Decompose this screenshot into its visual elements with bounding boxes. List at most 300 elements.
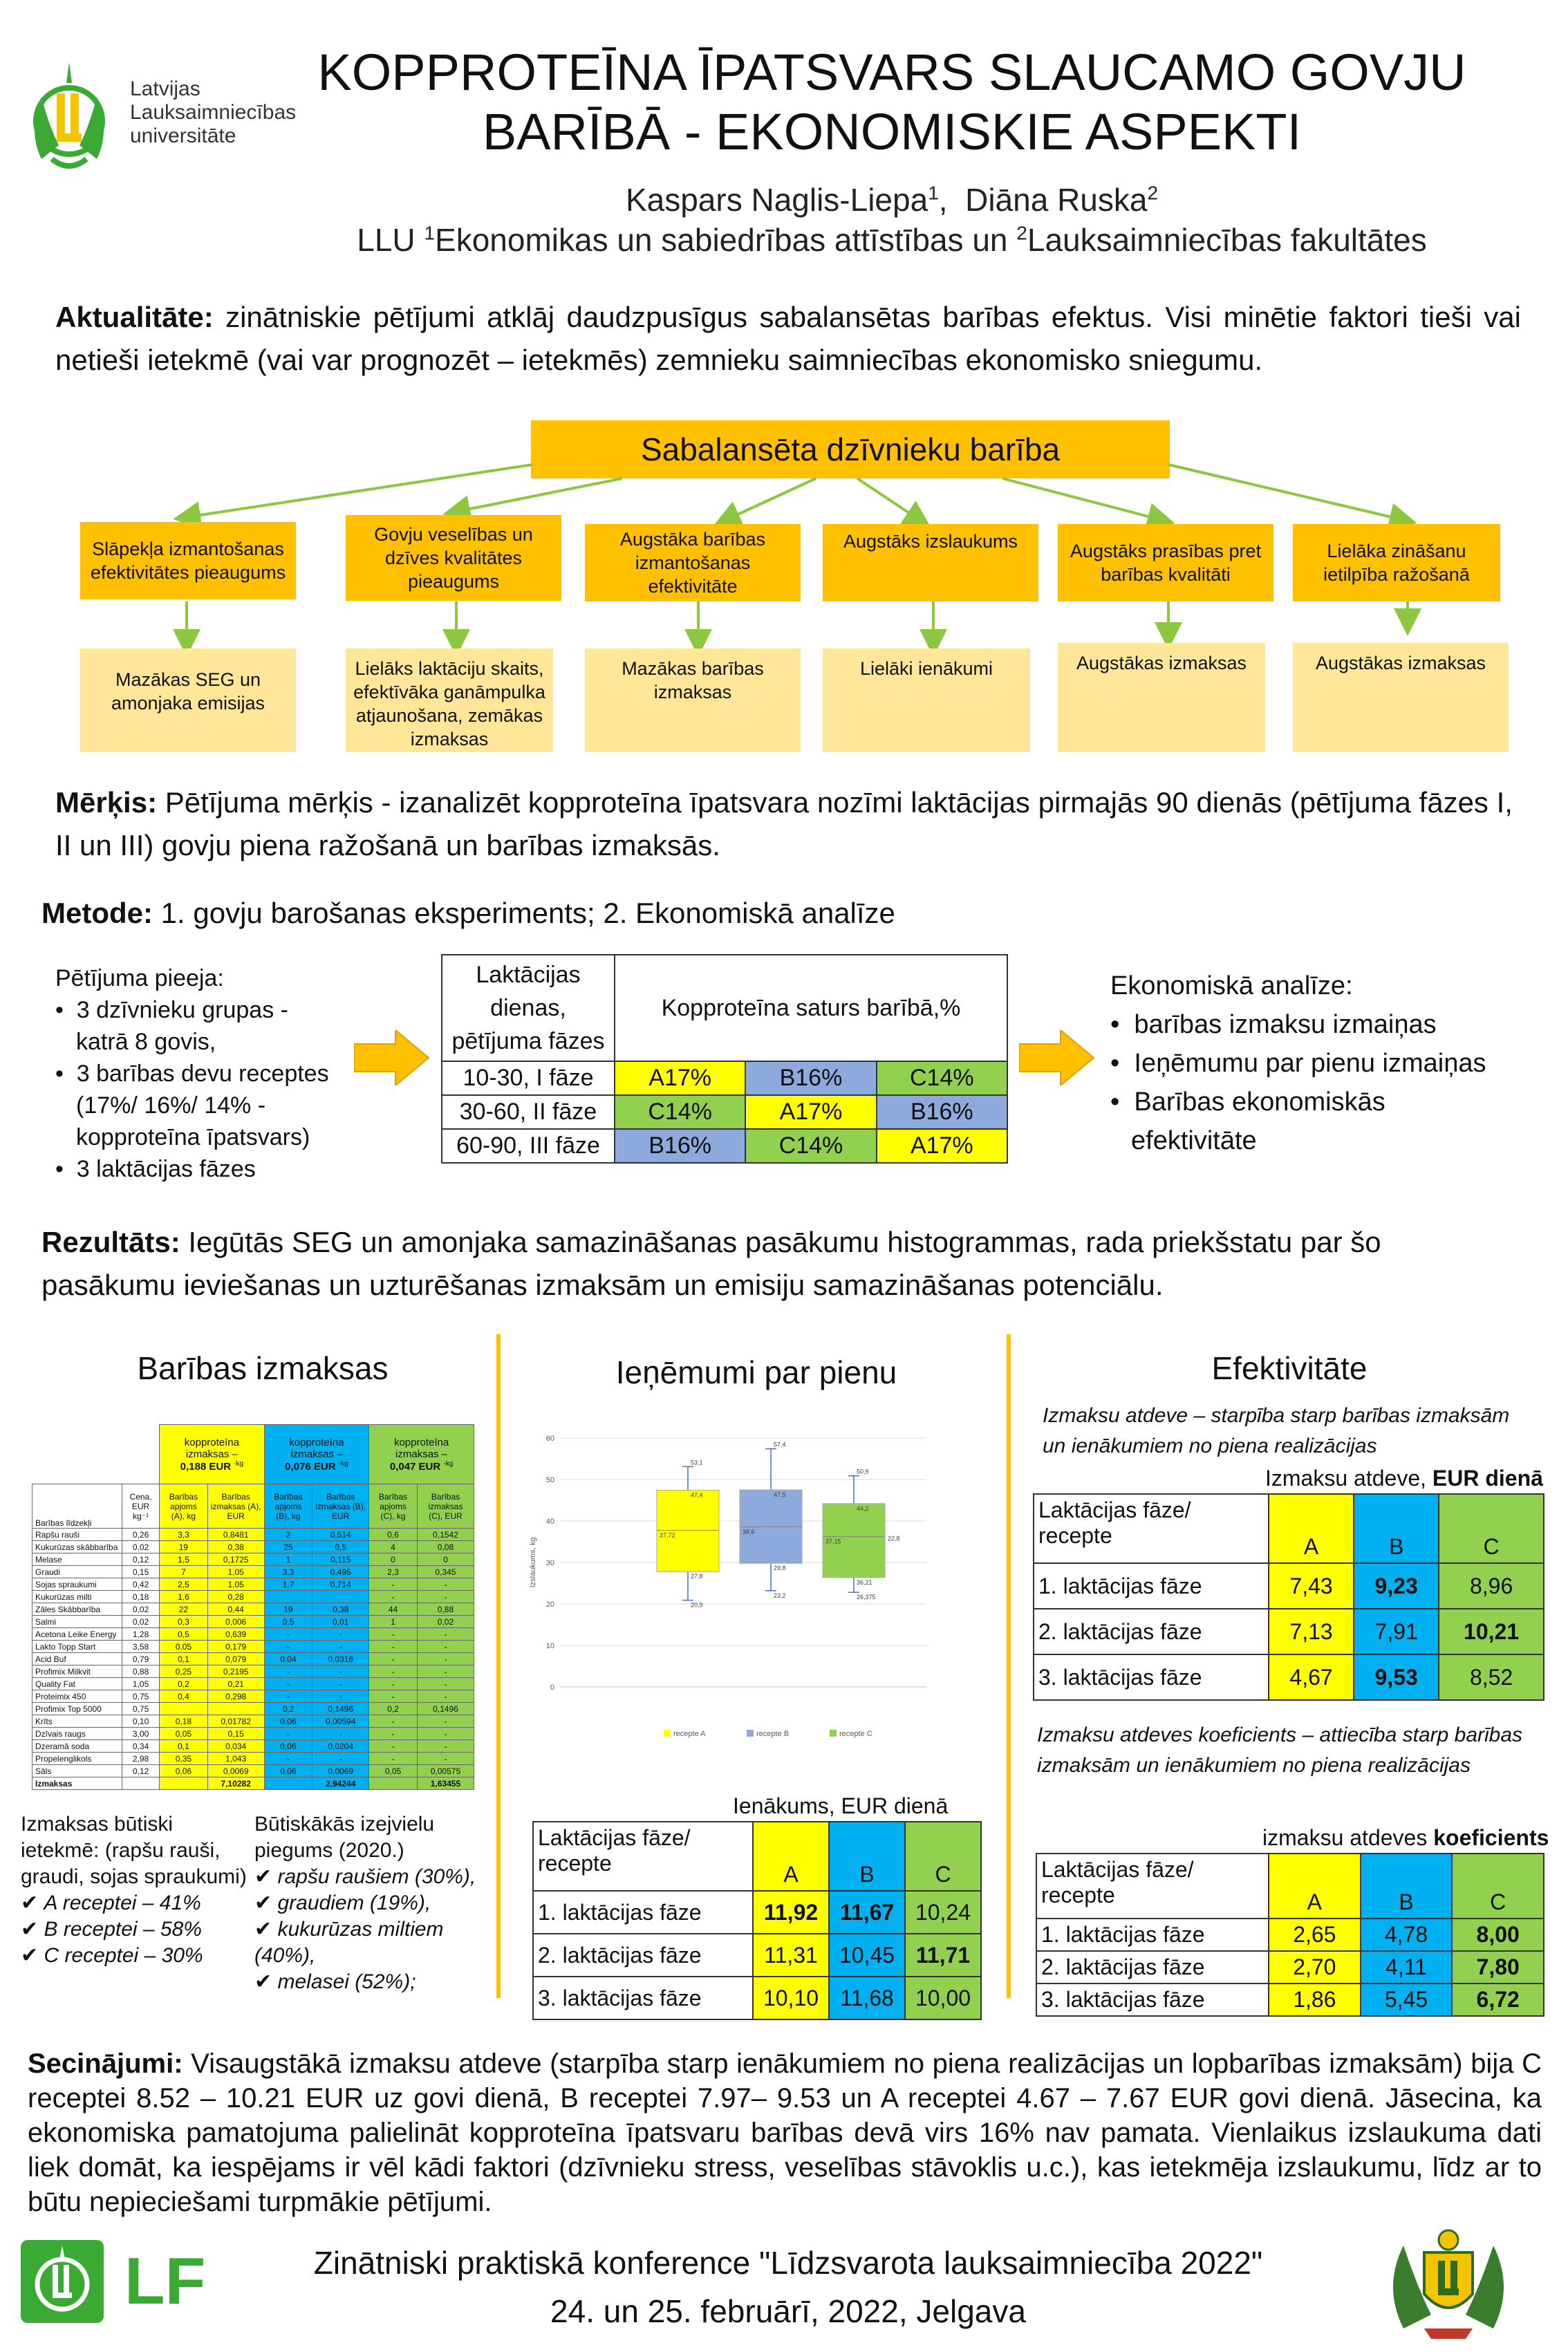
costs-cell: 0,18 (160, 1715, 208, 1728)
y-tick-label: 30 (545, 1559, 554, 1567)
costs-cell: 0 (369, 1553, 418, 1566)
costs-cell: 0,5 (264, 1616, 312, 1628)
method-cell: A17% (745, 1095, 876, 1129)
effect-box: Lielāks laktāciju skaits, efektīvāka ganāmpulka atjaunošana, zemākas izmaksas (346, 648, 553, 752)
column-divider (496, 1334, 501, 1998)
efficiency-title: Efektivitāte (1211, 1350, 1368, 1386)
costs-cell: 44 (369, 1603, 418, 1616)
efficiency-table-2-title-prefix: izmaksu atdeves (1262, 1825, 1434, 1850)
costs-cell: 0,38 (312, 1603, 369, 1616)
costs-cell: - (369, 1753, 418, 1765)
phase-label: 3. laktācijas fāze (1034, 1654, 1269, 1700)
costs-cell: 0,514 (312, 1529, 369, 1541)
income-body (533, 1891, 981, 2019)
costs-cell: 0,75 (122, 1703, 160, 1715)
total-a-value: 7,10282 (221, 1778, 251, 1789)
costs-cell: 0,1 (160, 1653, 208, 1665)
feed-name: Lakto Topp Start (32, 1641, 122, 1653)
cost-note-item: ✔ B receptei – 58% (21, 1916, 249, 1943)
costs-row (32, 1541, 474, 1553)
costs-cell (312, 1591, 369, 1603)
affiliation-sup-1: 1 (424, 222, 436, 244)
value-cell: 11,31 (753, 1934, 829, 1977)
costs-cell: - (369, 1690, 418, 1703)
y-tick-label: 60 (545, 1435, 554, 1443)
costs-cell: 3,3 (264, 1566, 312, 1578)
data-label: 26,375 (857, 1594, 876, 1601)
table-row (1036, 1951, 1544, 1984)
legend-label: recepte B (756, 1730, 790, 1738)
affiliation-text-2: Lauksaimniecības fakultātes (1027, 222, 1427, 258)
group-header-c (369, 1425, 474, 1484)
costs-row (32, 1678, 474, 1690)
costs-cell: - (417, 1578, 474, 1591)
merkis-paragraph (55, 781, 1521, 867)
costs-cell: 0,00575 (417, 1765, 474, 1777)
cost-note-item: ✔ rapšu raušiem (30%), (254, 1864, 489, 1890)
data-label: 36,21 (857, 1578, 872, 1586)
costs-cell: 0,88 (122, 1665, 160, 1678)
method-cell: B16% (877, 1095, 1007, 1129)
costs-row (32, 1566, 474, 1578)
costs-cell: - (369, 1641, 418, 1653)
value-cell: 4,67 (1269, 1654, 1354, 1700)
costs-cell: 1,7 (264, 1578, 312, 1591)
value-cell: 11,92 (753, 1891, 829, 1934)
cost-note-left-list (21, 1890, 249, 1969)
group-header-unit: -kg (338, 1459, 348, 1468)
costs-cell: 0,15 (122, 1566, 160, 1578)
method-cell: 30-60, II fāze (442, 1095, 615, 1129)
eff2-col-b: B (1361, 1854, 1453, 1919)
value-cell: 7,13 (1269, 1609, 1354, 1654)
author-1: Kaspars Naglis-Liepa (625, 182, 928, 218)
approach-title: Pētījuma pieeja: (55, 965, 224, 991)
feed-name: Dzeramā soda (32, 1740, 122, 1753)
value-cell: 4,11 (1361, 1951, 1453, 1984)
method-cell: 10-30, I fāze (442, 1061, 615, 1095)
costs-row (32, 1690, 474, 1703)
aktualitate-text: zinātniskie pētījumi atklāj daudzpusīgus sabalansētas barības efektus. Visi minētie faktori tieši vai netieši ietekmē (vai var prognozēt – ietekmēs) zemnieku saimniecības ekonomisko sniegumu. (55, 301, 1521, 376)
value-cell: 2,65 (1269, 1919, 1361, 1951)
costs-cell: 0,15 (207, 1728, 264, 1740)
phase-label: 2. laktācijas fāze (533, 1934, 753, 1977)
group-header-a (160, 1425, 265, 1484)
costs-cell: 0,05 (160, 1728, 208, 1740)
costs-cell: - (417, 1740, 474, 1753)
legend-swatch (830, 1730, 837, 1737)
costs-cell: 1,5 (160, 1553, 208, 1566)
y-tick-label: 50 (545, 1476, 554, 1484)
costs-cell: 0,2 (369, 1703, 418, 1715)
costs-cell: 0,06 (264, 1740, 312, 1753)
costs-cell: 0,04 (264, 1653, 312, 1665)
feed-name: Salmi (32, 1616, 122, 1628)
value-cell: 2,70 (1269, 1951, 1361, 1984)
costs-cell: 0,495 (312, 1566, 369, 1578)
effect-box: Augstākas izmaksas (1058, 643, 1265, 752)
costs-cell: 1,05 (122, 1678, 160, 1690)
costs-cell: 0,18 (122, 1591, 160, 1603)
rezultats-paragraph (41, 1221, 1507, 1307)
costs-cell: 0,345 (417, 1566, 474, 1578)
costs-cell: - (312, 1753, 369, 1765)
y-tick-label: 10 (545, 1642, 554, 1650)
value-cell: 9,53 (1354, 1654, 1439, 1700)
logo-line: universitāte (130, 124, 236, 147)
empty-cell (122, 1425, 160, 1484)
feed-name: Acetona Leike Energy (32, 1628, 122, 1641)
group-header-b (264, 1425, 369, 1484)
costs-cell: - (417, 1728, 474, 1740)
feed-name: Zāles Skābbarība (32, 1603, 122, 1616)
feed-name: Profimix Milkvit (32, 1665, 122, 1678)
legend-swatch (664, 1730, 671, 1737)
author-2-affil: 2 (1147, 182, 1159, 204)
efficiency-table-1-title-prefix: Izmaksu atdeve, (1265, 1466, 1432, 1491)
costs-cell: 0,0316 (312, 1653, 369, 1665)
feed-name: Profimix Top 5000 (32, 1703, 122, 1715)
feed-name: Acid Buf (32, 1653, 122, 1665)
costs-cell: 0,26 (122, 1529, 160, 1541)
coat-of-arms-icon (1383, 2225, 1514, 2342)
efficiency-def-1: Izmaksu atdeve – starpība starp barības izmaksām un ienākumiem no piena realizācijas (1043, 1404, 1510, 1457)
costs-cell: 0,1725 (207, 1553, 264, 1566)
logo-line: Lauksaimniecības (130, 101, 297, 124)
total-c (417, 1777, 474, 1790)
costs-cell: 0,25 (160, 1665, 208, 1678)
col-header: Barības apjoms (B), kg (264, 1484, 312, 1529)
costs-cell: - (417, 1715, 474, 1728)
value-cell: 7,80 (1452, 1951, 1544, 1984)
value-cell: 10,00 (905, 1977, 981, 2019)
costs-cell: - (369, 1665, 418, 1678)
costs-cell: 3,3 (160, 1529, 208, 1541)
costs-cell: 0,06 (264, 1765, 312, 1777)
feed-name: Sojas spraukumi (32, 1578, 122, 1591)
effect-box: Lielāki ienākumi (823, 648, 1030, 752)
costs-cell: 0,75 (122, 1690, 160, 1703)
costs-cell: 1,28 (122, 1628, 160, 1641)
empty-cell (122, 1777, 160, 1790)
costs-cell: 0 (417, 1553, 474, 1566)
costs-cell: 0,08 (417, 1541, 474, 1553)
group-header-text: kopproteīna izmaksas – (393, 1436, 449, 1460)
diagram-root: Sabalansēta dzīvnieku barība (531, 420, 1170, 478)
costs-cell: 1,6 (160, 1591, 208, 1603)
factor-box: Slāpekļa izmantošanas efektivitātes pieaugums (80, 522, 296, 599)
yield-box-chart (525, 1424, 940, 1756)
group-header-value: 0,188 EUR (180, 1460, 232, 1473)
costs-cell: - (369, 1628, 418, 1641)
value-cell: 10,24 (905, 1891, 981, 1934)
econ-block (1110, 967, 1497, 1160)
costs-cell: 3,58 (122, 1641, 160, 1653)
feed-name: Quality Fat (32, 1678, 122, 1690)
data-label: 47,5 (774, 1491, 786, 1498)
costs-cell: 0,115 (312, 1553, 369, 1566)
costs-row (32, 1578, 474, 1591)
costs-cell: 0,3 (160, 1616, 208, 1628)
effect-box: Mazākas SEG un amonjaka emisijas (80, 648, 296, 752)
title-line-2: BARĪBĀ - EKONOMISKIE ASPEKTI (482, 103, 1302, 160)
costs-cell (264, 1591, 312, 1603)
costs-cell (160, 1703, 208, 1715)
empty-cell (160, 1777, 208, 1790)
costs-row (32, 1603, 474, 1616)
costs-cell: 0,10 (122, 1715, 160, 1728)
title-line-1: KOPPROTEĪNA ĪPATSVARS SLAUCAMO GOVJU (317, 44, 1466, 101)
phase-label: 1. laktācijas fāze (1036, 1919, 1269, 1951)
feed-name: Krīts (32, 1715, 122, 1728)
feed-name: Dzīvais raugs (32, 1728, 122, 1740)
col-header: Barības izmaksas (B), EUR (312, 1484, 369, 1529)
group-header-text: kopproteīna izmaksas – (184, 1436, 239, 1460)
costs-cell: 19 (264, 1603, 312, 1616)
cost-note-item: ✔ kukurūzas miltiem (40%), (254, 1916, 489, 1969)
costs-cell: - (369, 1715, 418, 1728)
data-label: 47,4 (691, 1491, 703, 1499)
income-col-c: C (905, 1822, 981, 1891)
efficiency-def-2: Izmaksu atdeves koeficients – attiecība starp barības izmaksām un ienākumiem no piena realizācijas (1037, 1724, 1523, 1777)
lf-emblem-icon (21, 2240, 104, 2323)
costs-cell: 0,12 (122, 1765, 160, 1777)
costs-row (32, 1703, 474, 1715)
phase-label: 3. laktācijas fāze (533, 1977, 753, 2019)
costs-cell: - (417, 1641, 474, 1653)
costs-cell: 7 (160, 1566, 208, 1578)
approach-list (55, 994, 346, 1185)
costs-cell: 0,06 (160, 1765, 208, 1777)
costs-cell: 0,0069 (312, 1765, 369, 1777)
value-cell: 11,71 (905, 1934, 981, 1977)
data-label: 20,9 (691, 1601, 703, 1609)
total-c-value: 1,63455 (430, 1778, 461, 1789)
feed-name: Rapšu rauši (32, 1529, 122, 1541)
method-cell: B16% (615, 1129, 745, 1163)
col-header: Barības apjoms (A), kg (160, 1484, 208, 1529)
costs-cell: 0,44 (207, 1603, 264, 1616)
phase-label: 2. laktācijas fāze (1036, 1951, 1269, 1984)
cost-note-left-intro: Izmaksas būtiski ietekmē: (rapšu rauši, graudi, sojas spraukumi) (21, 1813, 247, 1888)
income-header-phase: Laktācijas fāze/ recepte (533, 1822, 753, 1891)
costs-cell: 0,02 (122, 1616, 160, 1628)
data-label: 22,8 (888, 1535, 900, 1542)
merkis-label: Mērķis: (55, 786, 158, 819)
costs-row (32, 1765, 474, 1777)
econ-list (1110, 1005, 1497, 1160)
cost-note-left (21, 1811, 249, 1969)
total-b-value: 2,94244 (325, 1778, 356, 1789)
costs-cell: 0,35 (160, 1753, 208, 1765)
cost-note-right-list (254, 1864, 489, 1995)
costs-cell: 0,639 (207, 1628, 264, 1641)
costs-cell: - (369, 1740, 418, 1753)
empty-cell (264, 1777, 312, 1790)
costs-row (32, 1740, 474, 1753)
costs-cell: 0,21 (207, 1678, 264, 1690)
y-axis-label: Izslaukums, kg (529, 1537, 537, 1588)
eff1-col-b: B (1354, 1494, 1439, 1563)
econ-item: • barības izmaksu izmaiņas (1110, 1005, 1497, 1044)
costs-cell: 1,043 (207, 1753, 264, 1765)
costs-cell: - (417, 1690, 474, 1703)
author-1-affil: 1 (928, 182, 939, 204)
secinajumi-paragraph (28, 2046, 1542, 2219)
eff1-col-c: C (1439, 1494, 1544, 1563)
empty-cell (32, 1425, 122, 1484)
costs-cell: 0,38 (207, 1541, 264, 1553)
value-cell: 8,00 (1452, 1919, 1544, 1951)
group-header-unit: -kg (443, 1459, 454, 1468)
costs-row (32, 1641, 474, 1653)
factor-box: Lielāka zināšanu ietilpība ražošanā (1293, 524, 1500, 601)
y-tick-label: 20 (545, 1600, 554, 1609)
value-cell: 6,72 (1452, 1984, 1544, 2016)
method-cell: C14% (615, 1095, 745, 1129)
cost-note-item: ✔ A receptei – 41% (21, 1890, 249, 1916)
econ-item: • Ieņēmumu par pienu izmaiņas (1110, 1044, 1497, 1083)
table-row (533, 1934, 981, 1977)
table-row (1036, 1919, 1544, 1951)
costs-cell: 0,179 (207, 1641, 264, 1653)
costs-cell: - (369, 1591, 418, 1603)
efficiency-table-1-title (1265, 1466, 1543, 1491)
box-recepte-A (657, 1491, 719, 1572)
factor-box: Govju veselības un dzīves kvalitātes pieaugums (346, 515, 561, 601)
efficiency-table-1 (1033, 1493, 1544, 1701)
cost-note-item: ✔ graudiem (19%), (254, 1890, 489, 1916)
costs-cell: 0,034 (207, 1740, 264, 1753)
costs-cell: - (417, 1678, 474, 1690)
efficiency-table-2-title (1262, 1825, 1549, 1851)
group-header-text: kopproteīna izmaksas – (289, 1436, 344, 1460)
costs-cell: - (264, 1665, 312, 1678)
cost-note-item: ✔ melasei (52%); (254, 1969, 489, 1995)
affiliation-prefix: LLU (357, 222, 424, 258)
data-label: 44,2 (857, 1504, 869, 1512)
efficiency-table-1-title-bold: EUR dienā (1432, 1466, 1543, 1491)
costs-table (32, 1424, 474, 1790)
costs-cell: 4 (369, 1541, 418, 1553)
method-table (441, 954, 1008, 1164)
table-row (1036, 1984, 1544, 2016)
total-b (312, 1777, 369, 1790)
costs-cell: 0,2 (160, 1678, 208, 1690)
value-cell: 4,78 (1361, 1919, 1453, 1951)
efficiency-table-2-title-bold: koeficients (1433, 1825, 1549, 1850)
costs-cell: 2 (264, 1529, 312, 1541)
col-header: Barības līdzekļi (32, 1484, 122, 1529)
value-cell: 5,45 (1361, 1984, 1453, 2016)
aktualitate-label: Aktualitāte: (55, 301, 214, 333)
costs-cell: 0,79 (122, 1653, 160, 1665)
costs-row (32, 1591, 474, 1603)
costs-cell: 0,5 (312, 1541, 369, 1553)
legend-label: recepte C (839, 1730, 872, 1738)
costs-cell: 0,079 (207, 1653, 264, 1665)
col-header: Cena, EUR kg⁻¹ (122, 1484, 160, 1529)
total-label-text: Izmaksas (35, 1778, 73, 1789)
eff1-col-a: A (1269, 1494, 1354, 1563)
conference-date: 24. un 25. februārī, 2022, Jelgava (550, 2293, 1026, 2329)
income-col-b: B (829, 1822, 905, 1891)
costs-cell: - (417, 1653, 474, 1665)
costs-cell: 0,5 (160, 1628, 208, 1641)
total-label (32, 1777, 122, 1790)
lf-logo (21, 2240, 221, 2323)
group-header-unit: -kg (234, 1459, 244, 1468)
costs-cell: - (417, 1591, 474, 1603)
table-row (533, 1891, 981, 1934)
phase-label: 1. laktācijas fāze (1034, 1563, 1269, 1609)
method-cell: A17% (615, 1061, 745, 1095)
method-cell: C14% (877, 1061, 1007, 1095)
approach-item: • 3 laktācijas fāzes (55, 1153, 346, 1185)
eff2-header-phase: Laktācijas fāze/ recepte (1036, 1854, 1269, 1919)
costs-cell: - (264, 1628, 312, 1641)
costs-cell: 1 (264, 1553, 312, 1566)
col-header: Barības izmaksas (A), EUR (207, 1484, 264, 1529)
y-tick-label: 40 (545, 1518, 554, 1526)
costs-cell: 19 (160, 1541, 208, 1553)
costs-row (32, 1753, 474, 1765)
secinajumi-text: Visaugstākā izmaksu atdeve (starpība starp ienākumiem no piena realizācijas un lopbarības izmaksām) bija C receptei 8.52 – 10.21 EUR uz govi dienā, B receptei 7.97– 9.53 un A receptei 4.67 – 7.67 EUR govi dienā. Jāsecina, ka ekonomiska pamatojuma palielināt kopproteīna īpatsvaru barības devā virs 16% nav pamata. Vienlaikus izslaukuma dati liek domāt, ka iespējams ir vēl kādi faktori (dzīvnieku stress, veselības stāvoklis u.c.), kas ietekmēja izslaukumu, līdz ar to būtu nepieciešami turpmākie pētījumi. (28, 2048, 1542, 2217)
value-cell: 8,52 (1439, 1654, 1544, 1700)
costs-cell: 1 (369, 1616, 418, 1628)
data-label: 37,72 (660, 1531, 675, 1539)
legend-swatch (747, 1730, 754, 1737)
data-label: 38,6 (743, 1528, 755, 1536)
costs-cell: 0,05 (369, 1765, 418, 1777)
income-title: Ieņēmumi par pienu (615, 1354, 897, 1390)
costs-cell: 0,714 (312, 1578, 369, 1591)
costs-cell: - (312, 1728, 369, 1740)
costs-cell: 2,98 (122, 1753, 160, 1765)
costs-row (32, 1715, 474, 1728)
method-cell: A17% (877, 1129, 1007, 1163)
costs-row (32, 1628, 474, 1641)
costs-cell: 0,0069 (207, 1765, 264, 1777)
arrow-right-icon (1019, 1030, 1095, 1085)
costs-cell: 0,02 (417, 1616, 474, 1628)
data-label: 29,8 (774, 1565, 786, 1572)
costs-body (32, 1529, 474, 1777)
approach-item: • 3 barības devu receptes (17%/ 16%/ 14% - kopproteīna īpatsvars) (55, 1058, 346, 1153)
costs-cell: 1,05 (207, 1578, 264, 1591)
table-row (533, 1977, 981, 2019)
feed-name: Propelenglikols (32, 1753, 122, 1765)
costs-cell: - (264, 1690, 312, 1703)
costs-cell: - (369, 1653, 418, 1665)
feed-name: Kukurūzas skābbarība (32, 1541, 122, 1553)
value-cell: 1,86 (1269, 1984, 1361, 2016)
data-label: 27,8 (691, 1573, 703, 1580)
costs-cell: - (312, 1678, 369, 1690)
costs-cell: 0,0204 (312, 1740, 369, 1753)
feed-name: Sāls (32, 1765, 122, 1777)
approach-block (55, 962, 346, 1185)
eff2-body (1036, 1919, 1544, 2016)
value-cell: 7,91 (1354, 1609, 1439, 1654)
costs-cell: 0,6 (369, 1529, 418, 1541)
costs-cell: - (264, 1753, 312, 1765)
costs-cell: 25 (264, 1541, 312, 1553)
costs-cell: - (369, 1678, 418, 1690)
cost-note-right (254, 1811, 489, 1995)
lf-logo-text: LF (124, 2244, 206, 2318)
cost-note-item: ✔ C receptei – 30% (21, 1943, 249, 1969)
